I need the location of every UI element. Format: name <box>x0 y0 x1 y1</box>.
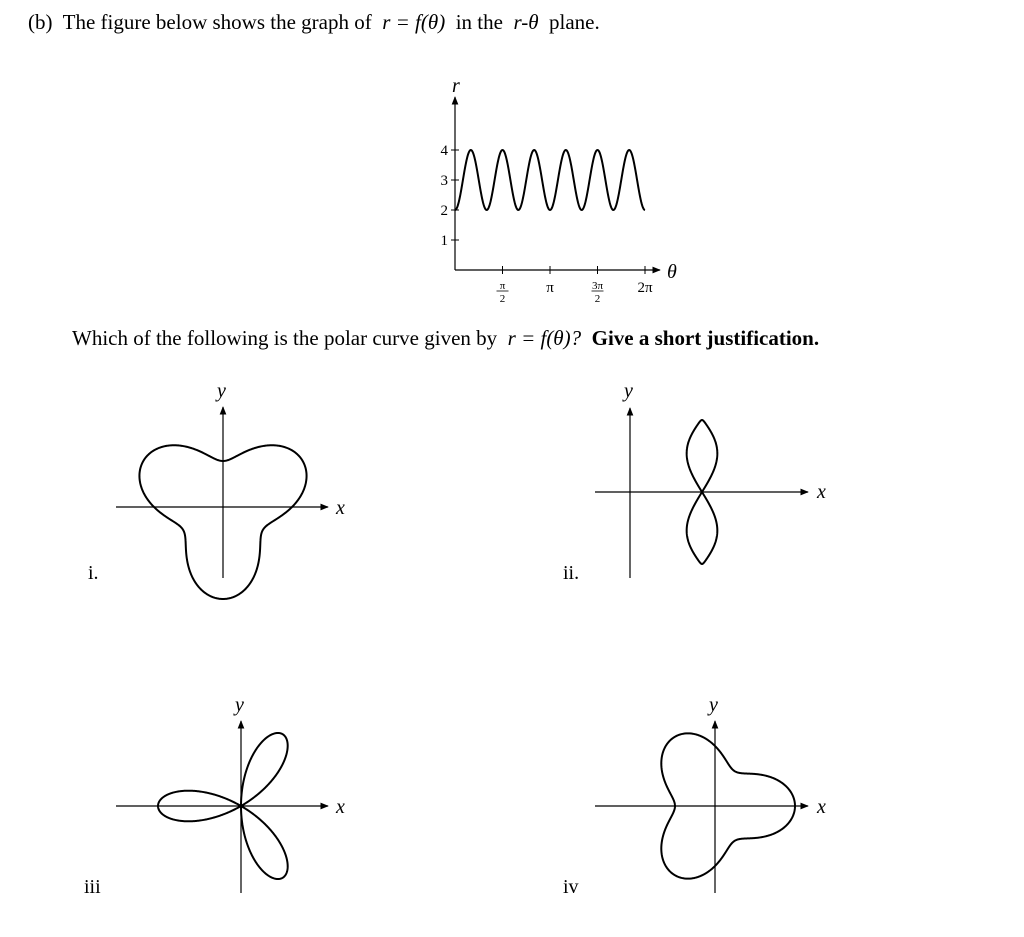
intro-text: The figure below shows the graph of <box>62 10 372 34</box>
theta-tick-label: π <box>546 280 554 296</box>
theta-tick-numerator: 3π <box>591 280 604 292</box>
theta-axis-label: θ <box>667 261 677 283</box>
r-tick-label: 3 <box>440 173 448 189</box>
option-i-y-label: y <box>217 380 226 402</box>
ask-expression: r = f(θ)? <box>507 326 582 350</box>
r-tick-label: 1 <box>440 233 448 249</box>
r-axis-label: r <box>452 75 460 97</box>
option-ii-y-label: y <box>624 380 633 402</box>
r-tick-label: 2 <box>440 203 448 219</box>
option-i-x-label: x <box>336 497 345 519</box>
option-iv-y-label: y <box>709 694 718 716</box>
option-iii-x-label: x <box>336 796 345 818</box>
function-expression: r = f(θ) <box>382 10 446 34</box>
option-iii-y-label: y <box>235 694 244 716</box>
intro-end: plane. <box>549 10 600 34</box>
theta-tick-denominator: 2 <box>594 293 601 305</box>
theta-tick-denominator: 2 <box>499 293 506 305</box>
ask-text: Which of the following is the polar curve given by <box>72 326 498 350</box>
intro-mid: in the <box>455 10 503 34</box>
option-iii-label: iii <box>84 876 101 898</box>
ask-bold: Give a short justification. <box>591 326 820 350</box>
option-ii-x-label: x <box>817 481 826 503</box>
option-iv-x-label: x <box>817 796 826 818</box>
theta-tick-numerator: π <box>499 280 506 292</box>
part-label: (b) <box>28 10 53 34</box>
plane-name: r-θ <box>513 10 539 34</box>
option-i-label: i. <box>88 562 99 584</box>
option-iv-label: iv <box>563 876 579 898</box>
option-ii-label: ii. <box>563 562 580 584</box>
theta-tick-label: 2π <box>637 280 653 296</box>
r-tick-label: 4 <box>440 143 448 159</box>
